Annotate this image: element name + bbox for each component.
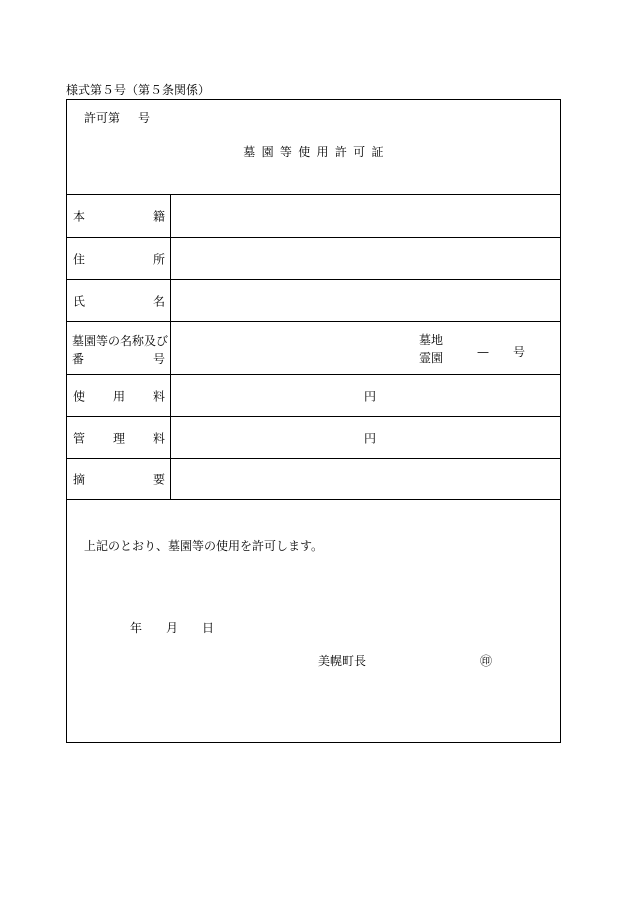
label-char: 名 <box>153 294 166 308</box>
permit-number-prefix: 許可第 <box>84 111 121 125</box>
label-tekiyo <box>67 459 171 499</box>
management-fee-yen: 円 <box>364 431 377 445</box>
type-reien: 霊園 <box>419 351 444 365</box>
label-char: 住 <box>73 252 86 266</box>
certificate-body <box>67 500 560 743</box>
label-char: 番 <box>72 352 85 366</box>
row-kanriryo <box>67 417 560 459</box>
label-char: 摘 <box>73 472 86 487</box>
row-shimei <box>67 280 560 322</box>
label-char: 用 <box>113 389 126 403</box>
label-char: 使 <box>73 389 86 403</box>
row-honseki <box>67 195 560 238</box>
label-char: 要 <box>153 472 166 487</box>
title-char: 証 <box>371 145 384 159</box>
label-char: 号 <box>153 352 166 366</box>
label-honseki <box>67 195 171 237</box>
label-char: 本 <box>73 209 86 224</box>
label-shimei <box>67 280 171 321</box>
row-bochi <box>67 322 560 375</box>
label-bochi <box>67 322 171 374</box>
issuer-title: 美幌町長 <box>318 654 367 668</box>
title-char: 等 <box>279 145 293 159</box>
label-kanriryo <box>67 417 171 458</box>
title-char: 用 <box>316 145 329 159</box>
title-char: 許 <box>334 145 348 159</box>
label-bochi-line1: 墓園等の名称及び <box>72 334 169 348</box>
seal-mark: ㊞ <box>480 654 493 668</box>
label-char: 管 <box>73 431 86 445</box>
label-jusho <box>67 238 171 279</box>
label-char: 理 <box>113 431 126 445</box>
permit-number <box>84 109 150 126</box>
label-char: 籍 <box>153 209 166 224</box>
label-char: 料 <box>153 389 166 403</box>
form-number-label: 様式第５号（第５条関係） <box>66 83 211 97</box>
title-char: 墓 <box>243 145 256 159</box>
label-shiyoryo <box>67 375 171 416</box>
certificate-title <box>67 143 560 160</box>
date-year: 年 <box>130 621 143 635</box>
title-char: 可 <box>353 145 366 159</box>
row-jusho <box>67 238 560 280</box>
label-char: 所 <box>153 252 166 266</box>
plot-number-suffix: 号 <box>513 345 526 359</box>
plot-dash: — <box>477 345 489 359</box>
usage-fee-yen: 円 <box>364 389 377 403</box>
permission-statement: 上記のとおり、墓園等の使用を許可します。 <box>84 539 324 553</box>
date-month: 月 <box>166 621 179 635</box>
row-tekiyo <box>67 459 560 500</box>
label-char: 氏 <box>73 294 86 308</box>
title-char: 使 <box>298 145 311 159</box>
type-bochi: 墓地 <box>419 333 444 347</box>
label-char: 料 <box>153 431 166 445</box>
date-day: 日 <box>202 621 215 635</box>
title-char: 園 <box>261 145 274 159</box>
certificate-header <box>67 100 560 195</box>
permit-number-suffix: 号 <box>138 111 151 125</box>
permit-certificate-frame <box>66 99 561 743</box>
row-shiyoryo <box>67 375 560 417</box>
